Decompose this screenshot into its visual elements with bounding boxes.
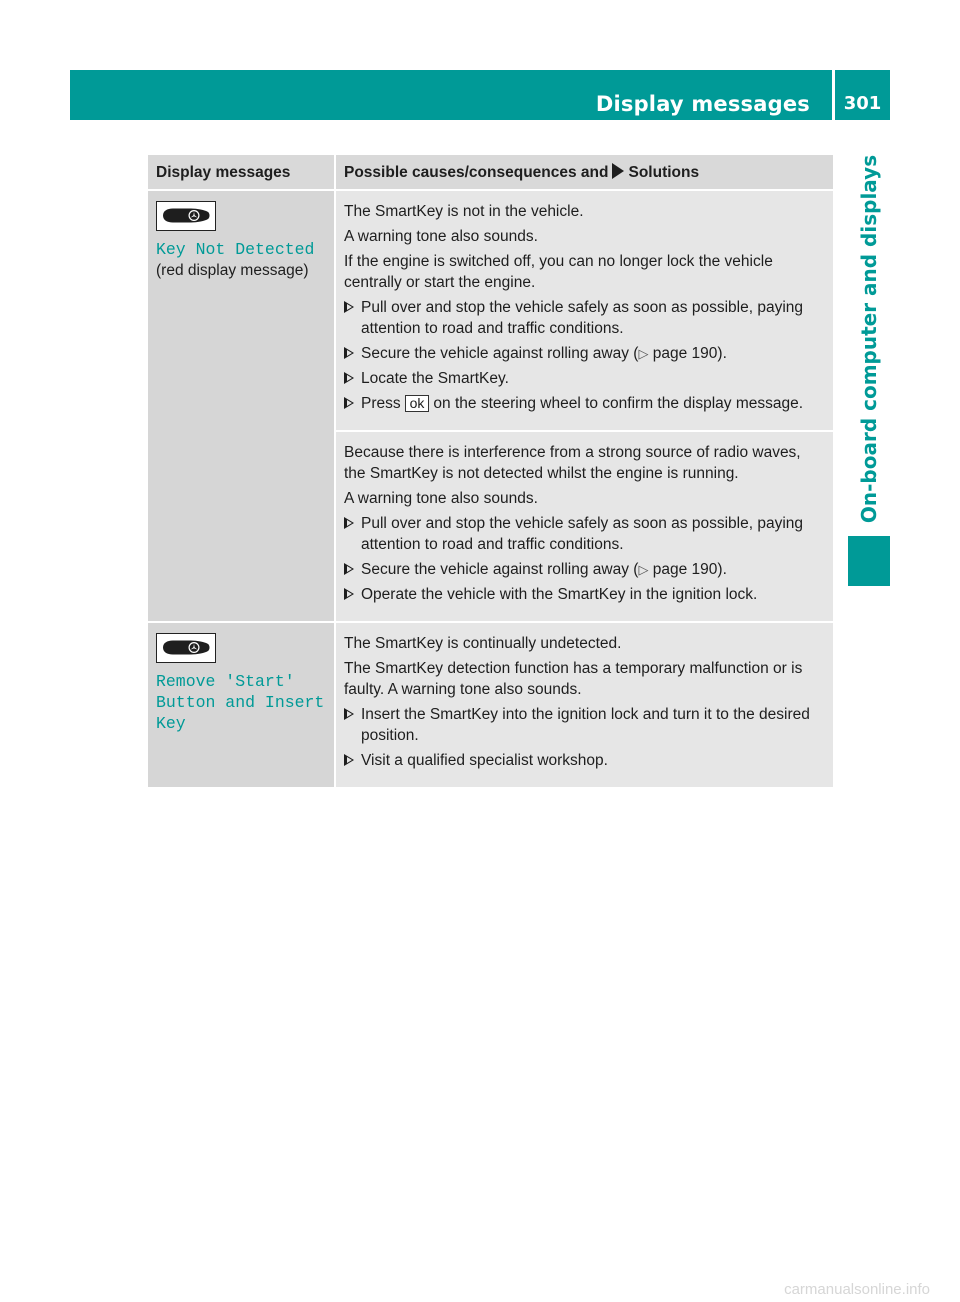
watermark-footer: carmanualsonline.info <box>784 1281 930 1298</box>
solution-step: Pull over and stop the vehicle safely as soon as possible, paying attention to road and traffic conditions. <box>344 297 825 339</box>
table-row <box>148 623 833 789</box>
solution-cell <box>336 432 833 623</box>
solution-step: Pull over and stop the vehicle safely as soon as possible, paying attention to road and traffic conditions. <box>344 513 825 555</box>
page-reference[interactable]: page 190 <box>652 345 718 362</box>
cause-text: The SmartKey is not in the vehicle. <box>344 203 584 220</box>
table-header-row <box>148 155 833 191</box>
solution-step: Secure the vehicle against rolling away (▷ page 190). <box>344 343 825 364</box>
solution-step: Insert the SmartKey into the ignition lock and turn it to the desired position. <box>344 704 825 746</box>
col-header-causes-solutions <box>336 155 833 191</box>
side-tab-marker <box>848 536 890 586</box>
solution-step: Press ok on the steering wheel to confirm the display message. <box>344 393 825 414</box>
display-messages-table <box>148 155 833 789</box>
smartkey-icon <box>156 201 216 231</box>
display-message-text: Key Not Detected <box>156 240 315 259</box>
section-title: Display messages <box>595 92 810 116</box>
page-number: 301 <box>843 93 882 114</box>
table-row <box>148 191 833 432</box>
display-message-text: Key <box>156 714 186 733</box>
solution-cell <box>336 623 833 789</box>
col-header-display-messages: Display messages <box>148 155 336 191</box>
page-reference[interactable]: page 190 <box>652 561 718 578</box>
display-message-text: Remove 'Start' <box>156 672 295 691</box>
ok-button-icon: ok <box>405 395 430 412</box>
header-bar <box>70 70 890 120</box>
solution-arrow-icon <box>612 163 624 179</box>
solution-step: Secure the vehicle against rolling away (▷ page 190). <box>344 559 825 580</box>
side-tab <box>848 155 890 523</box>
col-header-causes: Possible causes/consequences and <box>344 163 609 181</box>
smartkey-icon <box>156 633 216 663</box>
solution-cell <box>336 191 833 432</box>
page-ref-icon: ▷ <box>638 346 649 361</box>
page-ref-icon: ▷ <box>638 562 649 577</box>
message-cell <box>148 623 336 789</box>
cause-text: The SmartKey detection function has a temporary malfunction or is faulty. A warning tone also sounds. <box>344 660 803 698</box>
side-tab-label: On-board computer and displays <box>857 154 881 524</box>
message-note: (red display message) <box>156 262 309 279</box>
solution-step: Visit a qualified specialist workshop. <box>344 750 825 771</box>
cause-text: A warning tone also sounds. <box>344 228 538 245</box>
cause-text: A warning tone also sounds. <box>344 490 538 507</box>
col-header-solutions: Solutions <box>628 163 700 181</box>
solution-step: Locate the SmartKey. <box>344 368 825 389</box>
display-message-text: Button and Insert <box>156 693 325 712</box>
cause-text: Because there is interference from a strong source of radio waves, the SmartKey is not detected whilst the engine is running. <box>344 444 801 482</box>
message-cell <box>148 191 336 623</box>
solution-step: Operate the vehicle with the SmartKey in the ignition lock. <box>344 584 825 605</box>
cause-text: The SmartKey is continually undetected. <box>344 635 622 652</box>
cause-text: If the engine is switched off, you can no longer lock the vehicle centrally or start the engine. <box>344 253 773 291</box>
